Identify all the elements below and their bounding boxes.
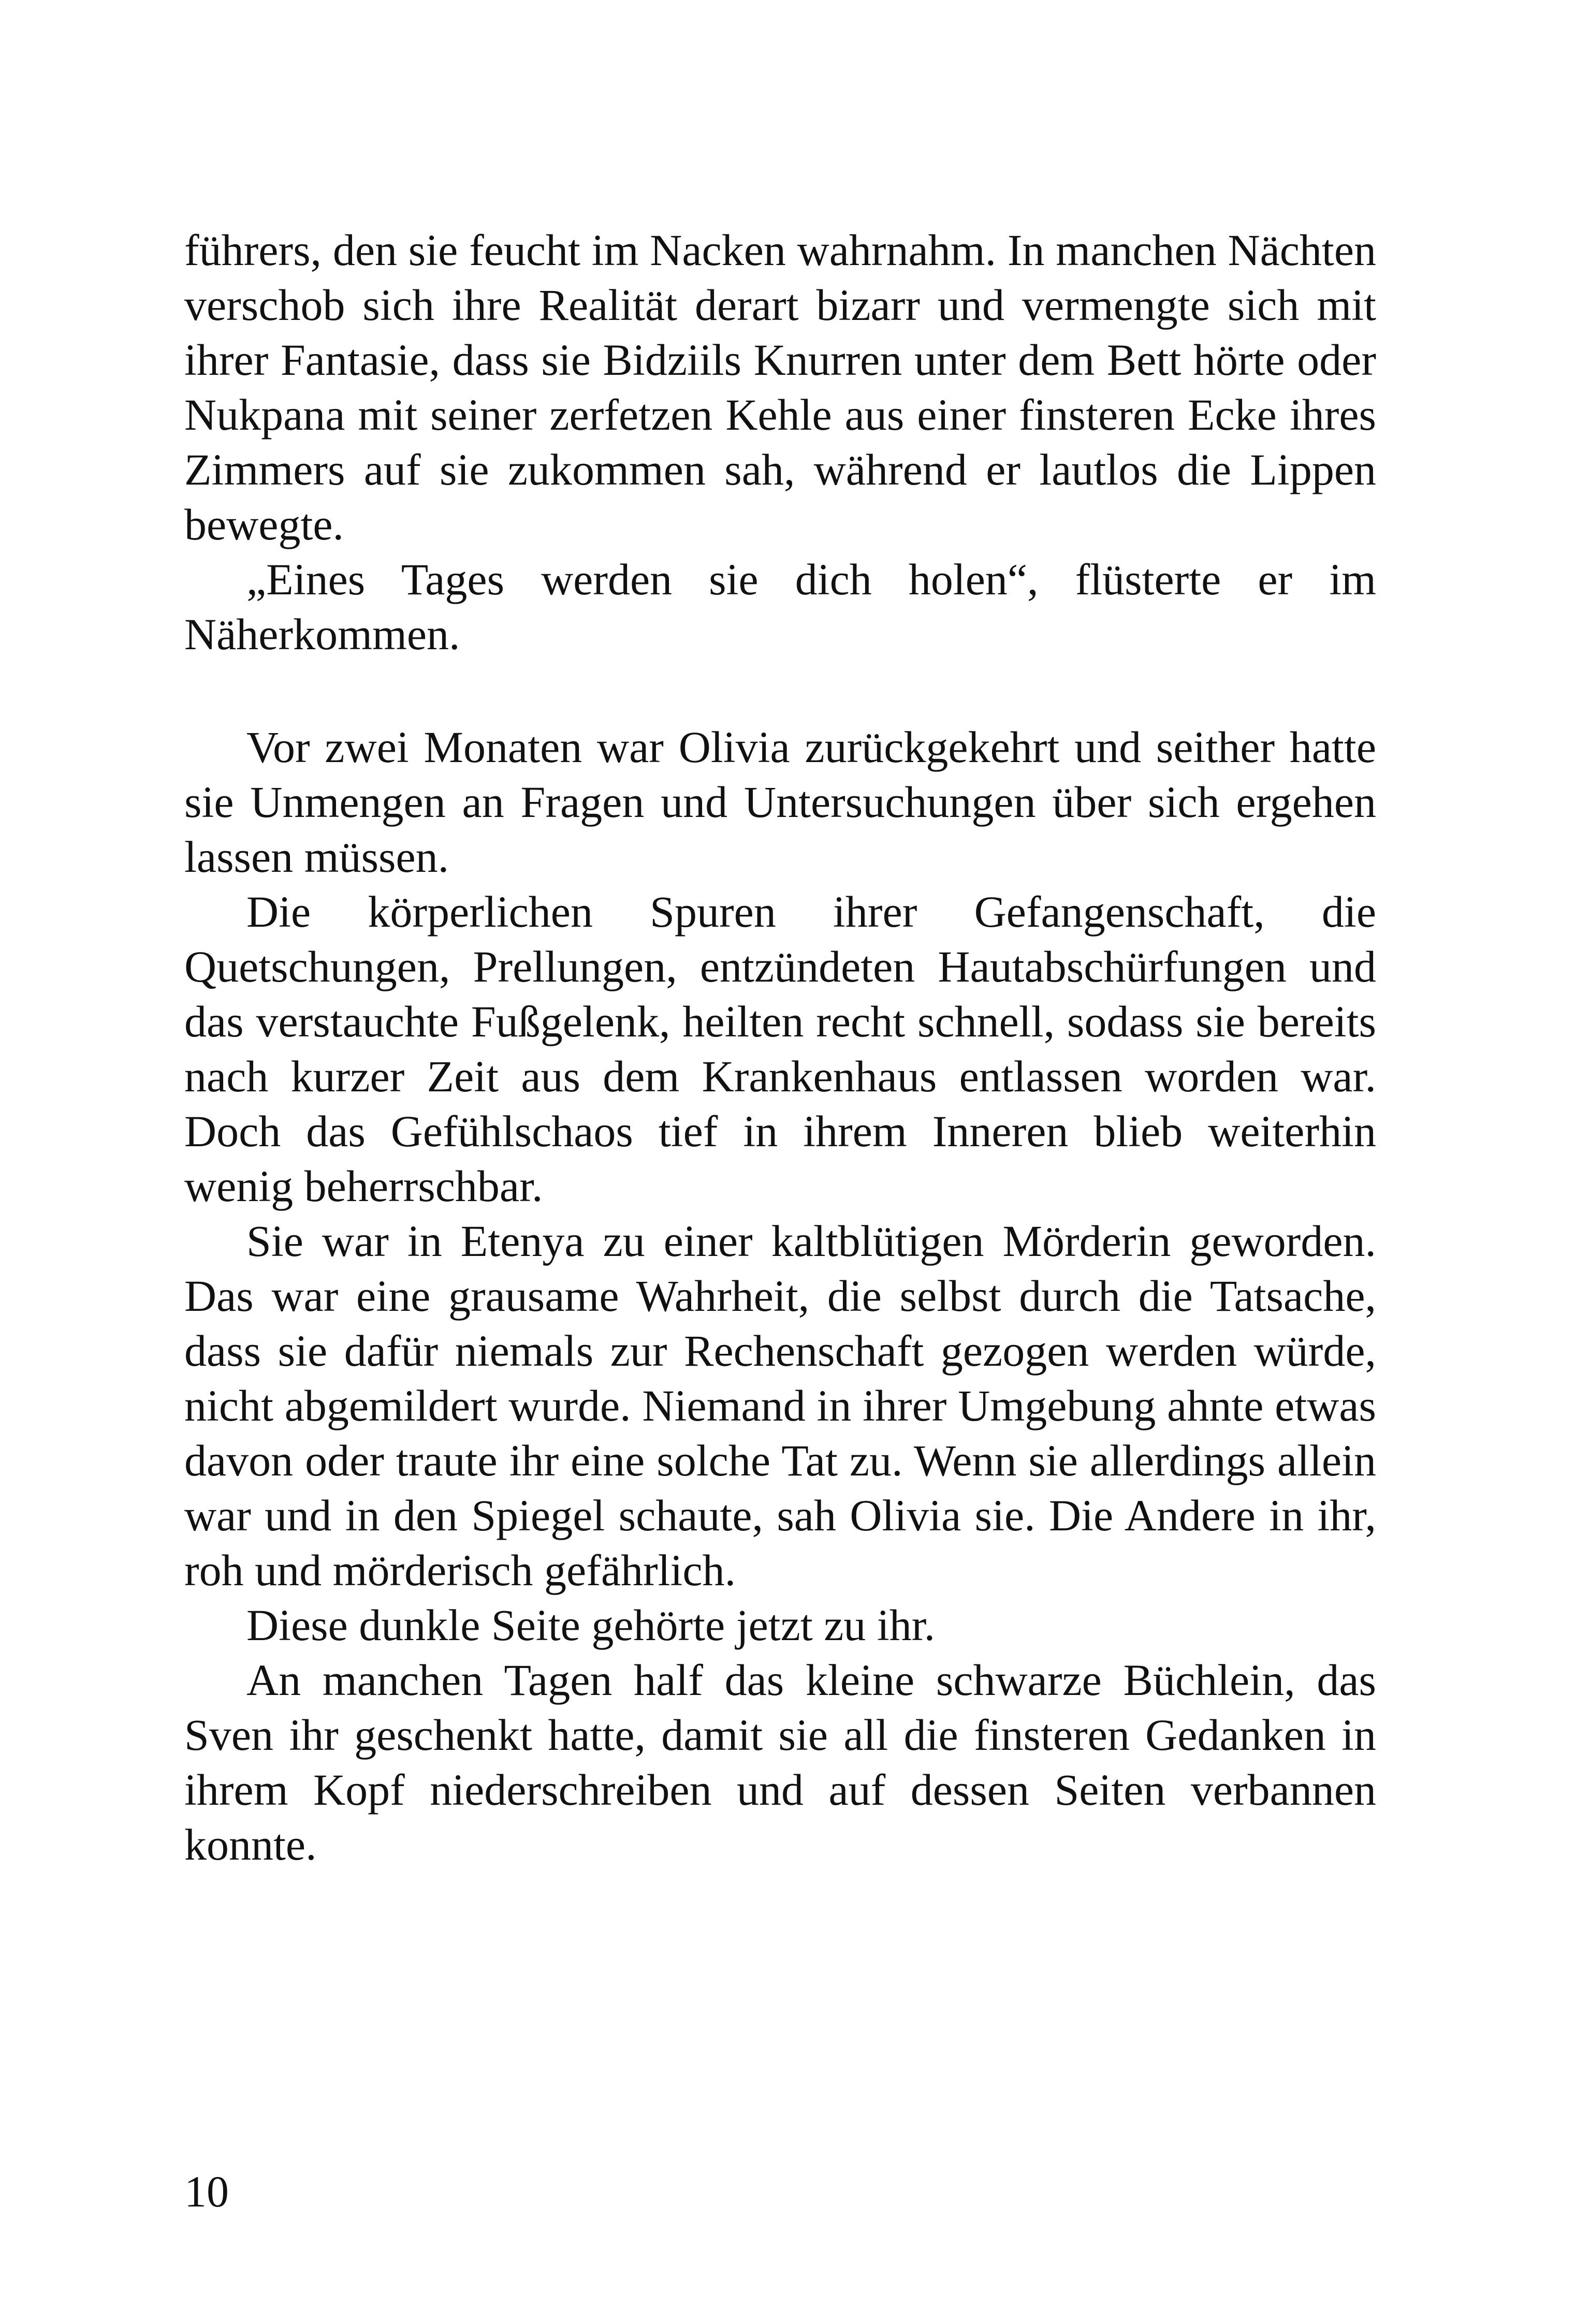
text-section-1 xyxy=(184,223,1376,662)
paragraph: Sie war in Etenya zu einer kaltblütigen Mörderin geworden. Das war eine grausame Wahrheit, die selbst durch die Tatsache, dass sie dafür niemals zur Rechenschaft gezogen werden würde, nicht abgemildert wurde. Niemand in ihrer Umgebung ahnte etwas davon oder traute ihr eine solche Tat zu. Wenn sie allerdings allein war und in den Spiegel schaute, sah Olivia sie. Die Andere in ihr, roh und mörderisch gefährlich. xyxy=(184,1216,1376,1595)
paragraph: Diese dunkle Seite gehörte jetzt zu ihr. xyxy=(246,1600,936,1650)
paragraph: Vor zwei Monaten war Olivia zurückgekehrt und seither hatte sie Unmengen an Fragen und Untersuchungen über sich ergehen lassen müssen. xyxy=(184,722,1376,882)
text-section-2 xyxy=(184,720,1376,1872)
paragraph-continued: führers, den sie feucht im Nacken wahrnahm. In manchen Nächten verschob sich ihre Realität derart bizarr und vermengte sich mit ihrer Fantasie, dass sie Bidziils Knurren unter dem Bett hörte oder Nukpana mit seiner zerfetzen Kehle aus einer finsteren Ecke ihres Zimmers auf sie zukommen sah, während er lautlos die Lippen bewegte. xyxy=(184,225,1376,549)
paragraph: Die körperlichen Spuren ihrer Gefangenschaft, die Quetschungen, Prellungen, entzündeten Hautabschürfungen und das verstauchte Fußgelenk, heilten recht schnell, sodass sie bereits nach kurzer Zeit aus dem Krankenhaus entlassen worden war. Doch das Gefühlschaos tief in ihrem Inneren blieb weiterhin wenig beherrschbar. xyxy=(184,887,1376,1211)
page-number: 10 xyxy=(184,2167,229,2216)
paragraph: An manchen Tagen half das kleine schwarze Büchlein, das Sven ihr geschenkt hatte, damit sie all die finsteren Gedanken in ihrem Kopf niederschreiben und auf dessen Seiten verbannen konnte. xyxy=(184,1655,1376,1869)
paragraph-quote: „Eines Tages werden sie dich holen“, flüsterte er im Näherkommen. xyxy=(184,554,1376,659)
